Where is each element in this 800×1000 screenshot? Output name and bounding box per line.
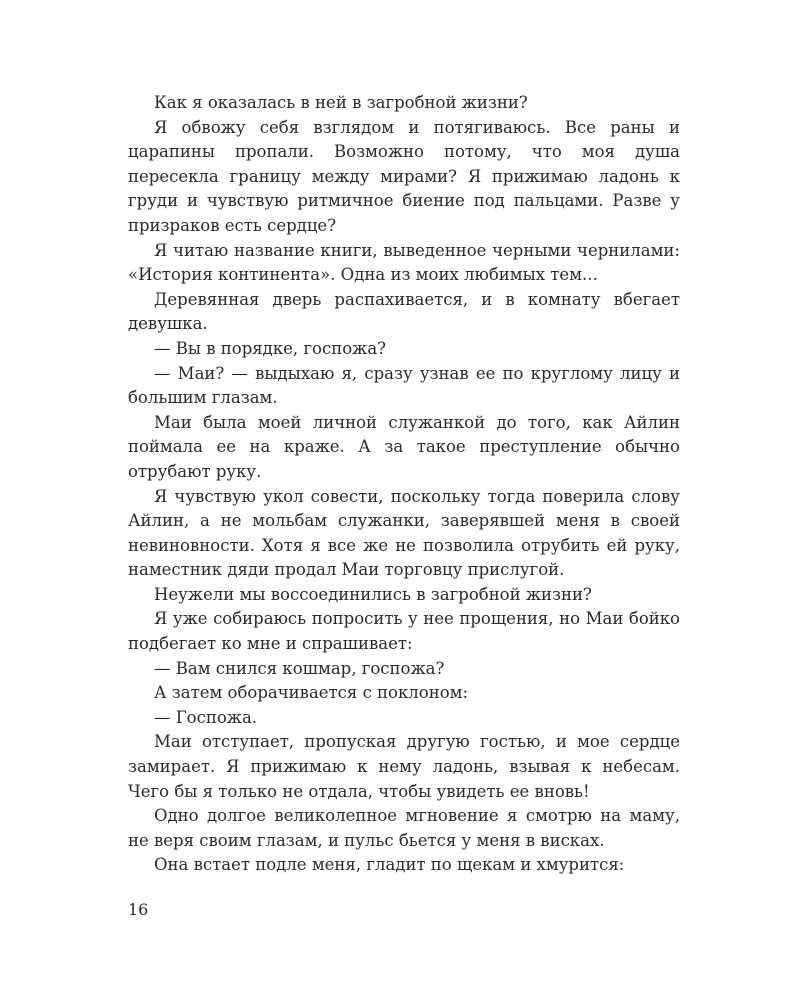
paragraph: Я уже собираюсь попросить у нее прощения, но Маи бойко подбегает ко мне и спрашивает: [128, 609, 680, 654]
paragraph: — Вы в порядке, госпожа? [154, 338, 387, 358]
paragraph: — Вам снился кошмар, госпожа? [154, 658, 445, 678]
paragraph: — Госпожа. [154, 707, 258, 727]
page-number: 16 [128, 900, 149, 919]
paragraph: Я обвожу себя взглядом и потягиваюсь. Все раны и царапины пропали. Возможно потому, что моя душа пересекла границу между мирами? Я прижимаю ладонь к груди и чувствую ритмичное биение под пальцами. Разве у призраков есть сердце? [128, 117, 680, 235]
paragraph: Неужели мы воссоединились в загробной жизни? [154, 584, 592, 604]
paragraph: Я чувствую укол совести, поскольку тогда поверила слову Айлин, а не мольбам служанки, заверявшей меня в своей невиновности. Хотя я все же не позволила отрубить ей руку, наместник дяди продал Маи торговцу прислугой. [128, 486, 680, 580]
paragraph: Маи отступает, пропуская другую гостью, и мое сердце замирает. Я прижимаю к нему ладонь, взывая к небесам. Чего бы я только не отдала, чтобы увидеть ее вновь! [128, 732, 680, 801]
paragraph: Как я оказалась в ней в загробной жизни? [154, 93, 528, 112]
paragraph: А затем оборачивается с поклоном: [154, 683, 469, 703]
paragraph: Я читаю название книги, выведенное черными чернилами: «История континента». Одна из моих любимых тем... [128, 240, 680, 285]
paragraph: Маи была моей личной служанкой до того, как Айлин поймала ее на краже. А за такое преступление обычно отрубают руку. [128, 412, 680, 481]
paragraph: Одно долгое великолепное мгновение я смотрю на маму, не веря своим глазам, и пульс бьется у меня в висках. [128, 806, 680, 850]
paragraph: — Маи? — выдыхаю я, сразу узнав ее по круглому лицу и большим глазам. [128, 363, 680, 408]
body-text [128, 91, 680, 878]
paragraph: Деревянная дверь распахивается, и в комнату вбегает девушка. [128, 289, 680, 334]
paragraph: Она встает подле меня, гладит по щекам и хмурится: [154, 855, 625, 875]
